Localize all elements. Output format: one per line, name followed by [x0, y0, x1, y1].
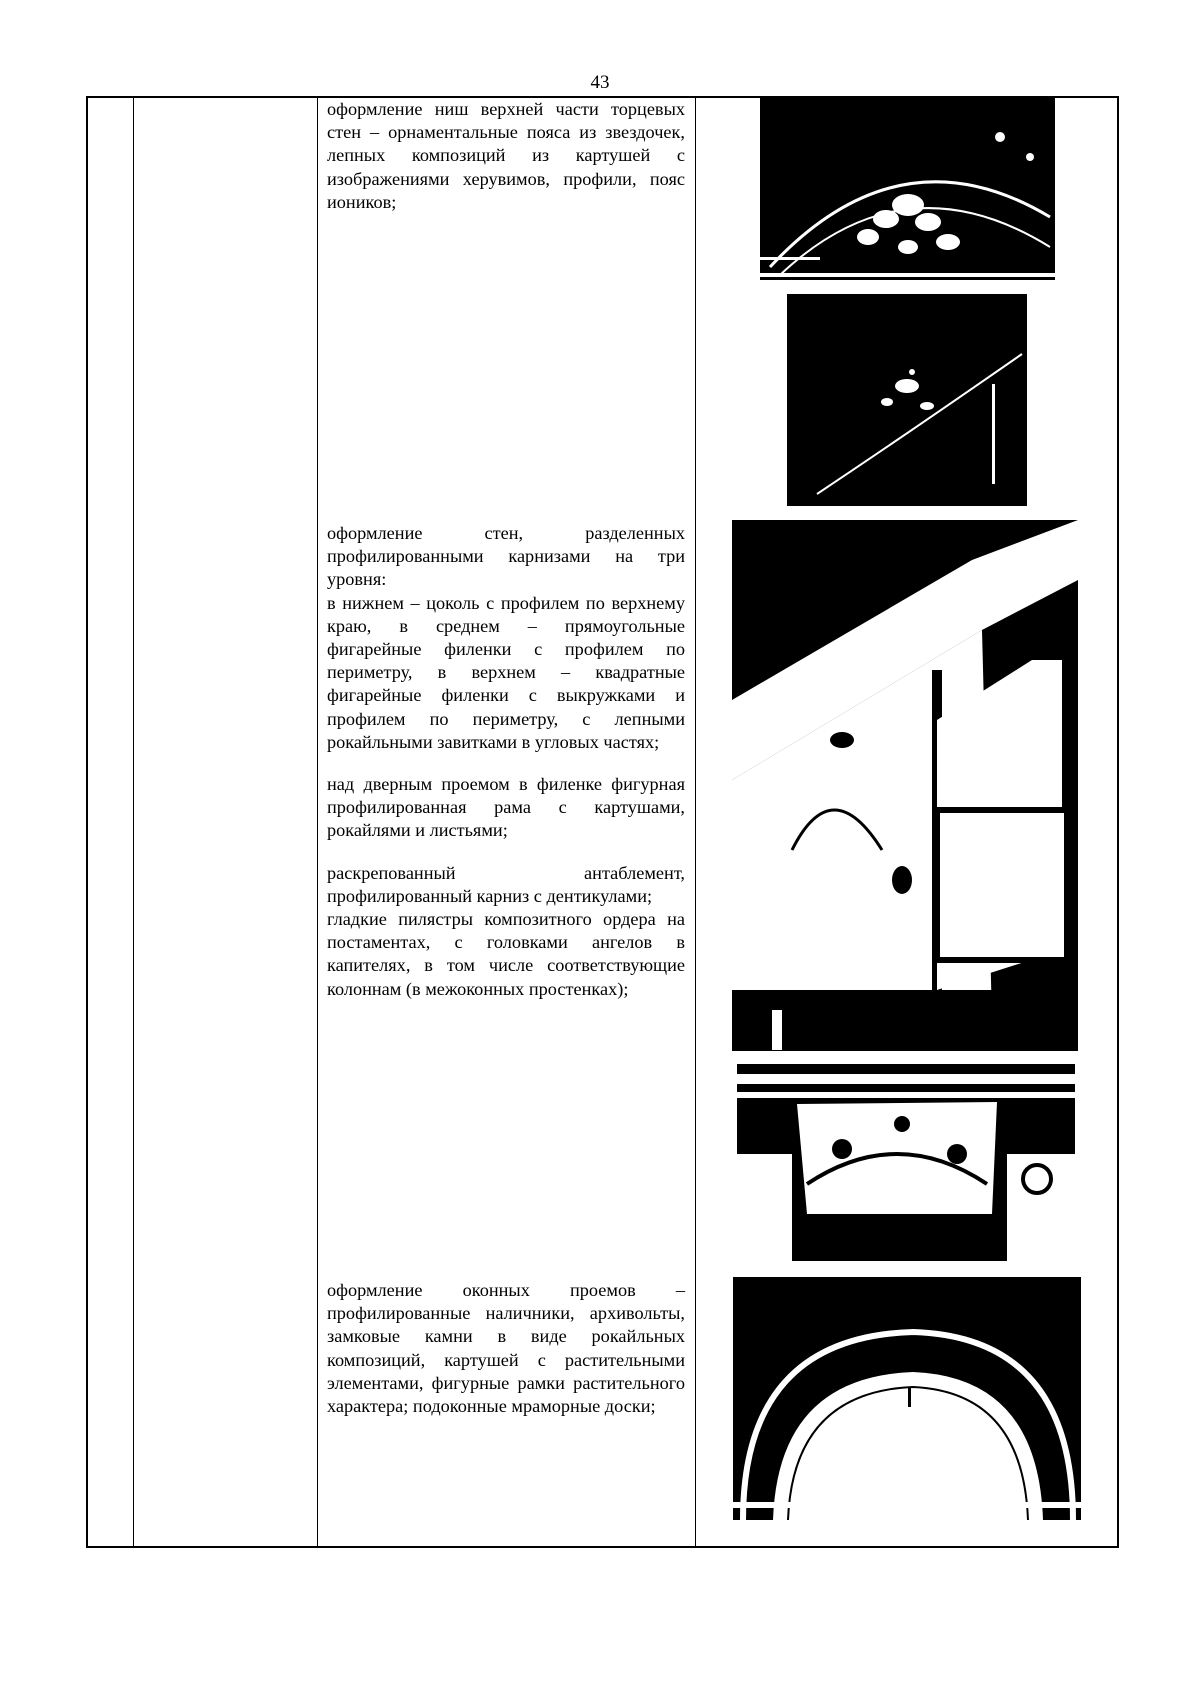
- pilaster-capital-photo: [737, 1064, 1075, 1261]
- section-2-paragraph-3: над дверным проемом в филенке фигурная профилированная рама с картушами, рокайлями и листьями;: [327, 774, 685, 841]
- page-number: 43: [590, 72, 610, 93]
- section-2-paragraph-1: оформление стен, разделенных профилированными карнизами на три уровня:: [327, 523, 685, 590]
- section-3-text: [327, 1279, 685, 1418]
- wall-panels-photo: [732, 520, 1078, 1051]
- section-1-paragraph: оформление ниш верхней части торцевых стен – орнаментальные пояса из звездочек, лепных композиций из картушей с изображениями херувимов, профили, пояс иоников;: [327, 99, 685, 212]
- section-2-text: [327, 522, 685, 1001]
- section-2-paragraph-5: гладкие пилястры композитного ордера на постаментах, с головками ангелов в капителях, в том числе соответствующие колоннам (в межоконных простенках);: [327, 909, 685, 999]
- column-divider-3: [695, 98, 696, 1546]
- section-1-text: [327, 98, 685, 214]
- column-divider-1: [133, 98, 134, 1546]
- niche-top-cartouche-photo: [760, 97, 1055, 280]
- section-3-paragraph: оформление оконных проемов – профилированные наличники, архивольты, замковые камни в виде рокайльных композиций, картушей с растительными элементами, фигурные рамки растительного характера; подоконные мраморные доски;: [327, 1280, 685, 1417]
- arched-window-photo: [733, 1277, 1081, 1520]
- section-2-paragraph-2: в нижнем – цоколь с профилем по верхнему краю, в среднем – прямоугольные фигарейные филенки с профилем по периметру, в верхнем – квадратные фигарейные филенки с выкружками и профилем по периметру, с лепными рокайльными завитками в угловых частях;: [327, 592, 685, 752]
- section-2-paragraph-4: раскрепованный антаблемент, профилированный карниз с дентикулами;: [327, 862, 685, 906]
- column-divider-2: [317, 98, 318, 1546]
- niche-stucco-detail-photo: [787, 294, 1027, 506]
